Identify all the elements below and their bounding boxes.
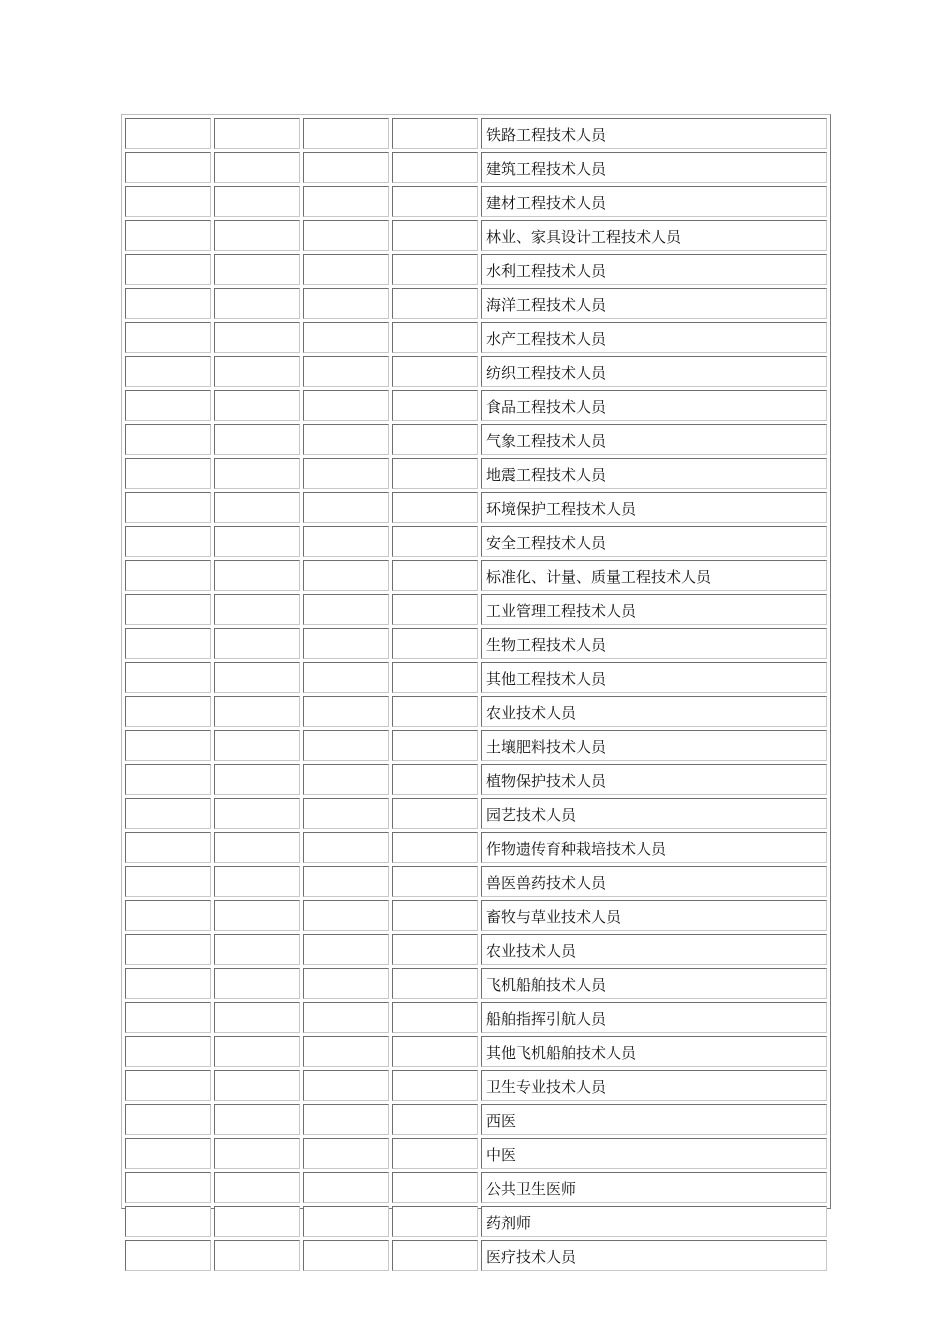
- occupation-label: 土壤肥料技术人员: [481, 730, 827, 761]
- table-row: [125, 866, 827, 897]
- empty-cell: [392, 594, 478, 625]
- empty-cell: [125, 1036, 211, 1067]
- empty-cell: [214, 526, 300, 557]
- occupation-label: 飞机船舶技术人员: [481, 968, 827, 999]
- empty-cell: [214, 1002, 300, 1033]
- empty-cell: [214, 628, 300, 659]
- table-row: [125, 390, 827, 421]
- empty-cell: [392, 696, 478, 727]
- empty-cell: [125, 1104, 211, 1135]
- empty-cell: [125, 458, 211, 489]
- empty-cell: [214, 696, 300, 727]
- empty-cell: [214, 220, 300, 251]
- empty-cell: [303, 1240, 389, 1271]
- empty-cell: [303, 968, 389, 999]
- table-row: [125, 1240, 827, 1271]
- table-row: [125, 696, 827, 727]
- empty-cell: [125, 152, 211, 183]
- empty-cell: [214, 560, 300, 591]
- table-row: [125, 1206, 827, 1237]
- occupation-label: 林业、家具设计工程技术人员: [481, 220, 827, 251]
- occupation-label: 海洋工程技术人员: [481, 288, 827, 319]
- empty-cell: [303, 356, 389, 387]
- empty-cell: [303, 390, 389, 421]
- table-row: [125, 1104, 827, 1135]
- occupation-label: 园艺技术人员: [481, 798, 827, 829]
- empty-cell: [392, 968, 478, 999]
- empty-cell: [125, 1070, 211, 1101]
- empty-cell: [125, 1206, 211, 1237]
- table-row: [125, 288, 827, 319]
- empty-cell: [392, 900, 478, 931]
- empty-cell: [125, 1002, 211, 1033]
- empty-cell: [303, 220, 389, 251]
- empty-cell: [125, 594, 211, 625]
- empty-cell: [214, 424, 300, 455]
- table-body: [125, 118, 827, 1271]
- empty-cell: [303, 696, 389, 727]
- empty-cell: [125, 118, 211, 149]
- table-row: [125, 356, 827, 387]
- empty-cell: [392, 764, 478, 795]
- occupation-label: 建材工程技术人员: [481, 186, 827, 217]
- empty-cell: [303, 186, 389, 217]
- table-row: [125, 628, 827, 659]
- occupation-label: 安全工程技术人员: [481, 526, 827, 557]
- occupation-label: 生物工程技术人员: [481, 628, 827, 659]
- empty-cell: [125, 628, 211, 659]
- empty-cell: [303, 1206, 389, 1237]
- empty-cell: [125, 492, 211, 523]
- empty-cell: [125, 866, 211, 897]
- empty-cell: [125, 390, 211, 421]
- table-row: [125, 934, 827, 965]
- occupation-label: 水产工程技术人员: [481, 322, 827, 353]
- empty-cell: [392, 1138, 478, 1169]
- empty-cell: [392, 1206, 478, 1237]
- empty-cell: [214, 662, 300, 693]
- empty-cell: [392, 424, 478, 455]
- occupation-label: 医疗技术人员: [481, 1240, 827, 1271]
- occupation-label: 畜牧与草业技术人员: [481, 900, 827, 931]
- empty-cell: [303, 934, 389, 965]
- empty-cell: [125, 968, 211, 999]
- table-row: [125, 322, 827, 353]
- table-row: [125, 492, 827, 523]
- empty-cell: [214, 866, 300, 897]
- table-row: [125, 458, 827, 489]
- empty-cell: [392, 1002, 478, 1033]
- occupation-label: 中医: [481, 1138, 827, 1169]
- empty-cell: [214, 594, 300, 625]
- empty-cell: [214, 764, 300, 795]
- empty-cell: [214, 934, 300, 965]
- empty-cell: [303, 254, 389, 285]
- empty-cell: [214, 1240, 300, 1271]
- empty-cell: [125, 832, 211, 863]
- empty-cell: [392, 186, 478, 217]
- empty-cell: [303, 628, 389, 659]
- empty-cell: [214, 356, 300, 387]
- table-row: [125, 220, 827, 251]
- empty-cell: [214, 730, 300, 761]
- empty-cell: [214, 1172, 300, 1203]
- empty-cell: [125, 254, 211, 285]
- empty-cell: [214, 1206, 300, 1237]
- empty-cell: [303, 730, 389, 761]
- empty-cell: [125, 220, 211, 251]
- occupation-label: 地震工程技术人员: [481, 458, 827, 489]
- empty-cell: [303, 492, 389, 523]
- occupation-label: 农业技术人员: [481, 696, 827, 727]
- table-row: [125, 730, 827, 761]
- table-row: [125, 832, 827, 863]
- empty-cell: [303, 1138, 389, 1169]
- table-row: [125, 424, 827, 455]
- empty-cell: [214, 152, 300, 183]
- empty-cell: [125, 934, 211, 965]
- empty-cell: [125, 764, 211, 795]
- empty-cell: [303, 866, 389, 897]
- empty-cell: [303, 526, 389, 557]
- occupation-label: 食品工程技术人员: [481, 390, 827, 421]
- empty-cell: [214, 1138, 300, 1169]
- empty-cell: [125, 662, 211, 693]
- empty-cell: [392, 390, 478, 421]
- empty-cell: [303, 764, 389, 795]
- empty-cell: [214, 798, 300, 829]
- empty-cell: [303, 1002, 389, 1033]
- empty-cell: [392, 866, 478, 897]
- empty-cell: [392, 1036, 478, 1067]
- empty-cell: [392, 934, 478, 965]
- occupation-label: 公共卫生医师: [481, 1172, 827, 1203]
- empty-cell: [392, 356, 478, 387]
- table-row: [125, 118, 827, 149]
- empty-cell: [392, 254, 478, 285]
- empty-cell: [303, 322, 389, 353]
- empty-cell: [303, 1070, 389, 1101]
- empty-cell: [303, 560, 389, 591]
- occupation-label: 气象工程技术人员: [481, 424, 827, 455]
- empty-cell: [303, 118, 389, 149]
- empty-cell: [125, 1172, 211, 1203]
- empty-cell: [303, 900, 389, 931]
- empty-cell: [125, 798, 211, 829]
- occupation-label: 建筑工程技术人员: [481, 152, 827, 183]
- empty-cell: [303, 1104, 389, 1135]
- empty-cell: [303, 594, 389, 625]
- empty-cell: [392, 1104, 478, 1135]
- empty-cell: [214, 1070, 300, 1101]
- empty-cell: [125, 288, 211, 319]
- empty-cell: [392, 492, 478, 523]
- empty-cell: [125, 560, 211, 591]
- empty-cell: [392, 152, 478, 183]
- empty-cell: [303, 832, 389, 863]
- empty-cell: [214, 390, 300, 421]
- occupation-label: 药剂师: [481, 1206, 827, 1237]
- occupation-label: 环境保护工程技术人员: [481, 492, 827, 523]
- table-row: [125, 1138, 827, 1169]
- empty-cell: [392, 1172, 478, 1203]
- empty-cell: [392, 798, 478, 829]
- empty-cell: [392, 322, 478, 353]
- empty-cell: [214, 492, 300, 523]
- table-row: [125, 1070, 827, 1101]
- empty-cell: [392, 118, 478, 149]
- occupation-label: 工业管理工程技术人员: [481, 594, 827, 625]
- empty-cell: [392, 288, 478, 319]
- occupation-label: 纺织工程技术人员: [481, 356, 827, 387]
- empty-cell: [125, 696, 211, 727]
- empty-cell: [214, 900, 300, 931]
- table-row: [125, 900, 827, 931]
- empty-cell: [392, 560, 478, 591]
- empty-cell: [214, 288, 300, 319]
- occupation-label: 水利工程技术人员: [481, 254, 827, 285]
- empty-cell: [303, 1036, 389, 1067]
- empty-cell: [125, 900, 211, 931]
- empty-cell: [392, 628, 478, 659]
- empty-cell: [214, 254, 300, 285]
- empty-cell: [125, 356, 211, 387]
- table-row: [125, 526, 827, 557]
- empty-cell: [303, 458, 389, 489]
- occupation-label: 作物遗传育种栽培技术人员: [481, 832, 827, 863]
- empty-cell: [303, 662, 389, 693]
- empty-cell: [392, 1070, 478, 1101]
- occupation-label: 标准化、计量、质量工程技术人员: [481, 560, 827, 591]
- table-row: [125, 560, 827, 591]
- occupation-label: 铁路工程技术人员: [481, 118, 827, 149]
- occupation-label: 其他工程技术人员: [481, 662, 827, 693]
- table-row: [125, 594, 827, 625]
- table-row: [125, 798, 827, 829]
- empty-cell: [125, 730, 211, 761]
- empty-cell: [214, 186, 300, 217]
- empty-cell: [303, 798, 389, 829]
- empty-cell: [125, 526, 211, 557]
- occupation-label: 兽医兽药技术人员: [481, 866, 827, 897]
- occupation-label: 船舶指挥引航人员: [481, 1002, 827, 1033]
- empty-cell: [392, 458, 478, 489]
- empty-cell: [125, 1240, 211, 1271]
- empty-cell: [214, 1104, 300, 1135]
- table-row: [125, 1036, 827, 1067]
- table-row: [125, 1172, 827, 1203]
- empty-cell: [303, 424, 389, 455]
- occupation-label: 农业技术人员: [481, 934, 827, 965]
- empty-cell: [125, 424, 211, 455]
- empty-cell: [303, 152, 389, 183]
- empty-cell: [392, 220, 478, 251]
- table-row: [125, 186, 827, 217]
- empty-cell: [303, 288, 389, 319]
- empty-cell: [303, 1172, 389, 1203]
- table-row: [125, 1002, 827, 1033]
- empty-cell: [392, 1240, 478, 1271]
- occupation-label: 植物保护技术人员: [481, 764, 827, 795]
- occupation-label: 西医: [481, 1104, 827, 1135]
- empty-cell: [214, 832, 300, 863]
- empty-cell: [392, 662, 478, 693]
- table-row: [125, 254, 827, 285]
- empty-cell: [125, 186, 211, 217]
- occupation-table: [121, 114, 831, 1266]
- occupation-grid: [122, 115, 830, 1274]
- occupation-label: 其他飞机船舶技术人员: [481, 1036, 827, 1067]
- empty-cell: [125, 322, 211, 353]
- empty-cell: [392, 730, 478, 761]
- empty-cell: [125, 1138, 211, 1169]
- table-row: [125, 968, 827, 999]
- table-row: [125, 764, 827, 795]
- empty-cell: [214, 968, 300, 999]
- empty-cell: [392, 526, 478, 557]
- occupation-label: 卫生专业技术人员: [481, 1070, 827, 1101]
- table-row: [125, 152, 827, 183]
- empty-cell: [214, 118, 300, 149]
- empty-cell: [392, 832, 478, 863]
- empty-cell: [214, 322, 300, 353]
- table-row: [125, 662, 827, 693]
- empty-cell: [214, 458, 300, 489]
- empty-cell: [214, 1036, 300, 1067]
